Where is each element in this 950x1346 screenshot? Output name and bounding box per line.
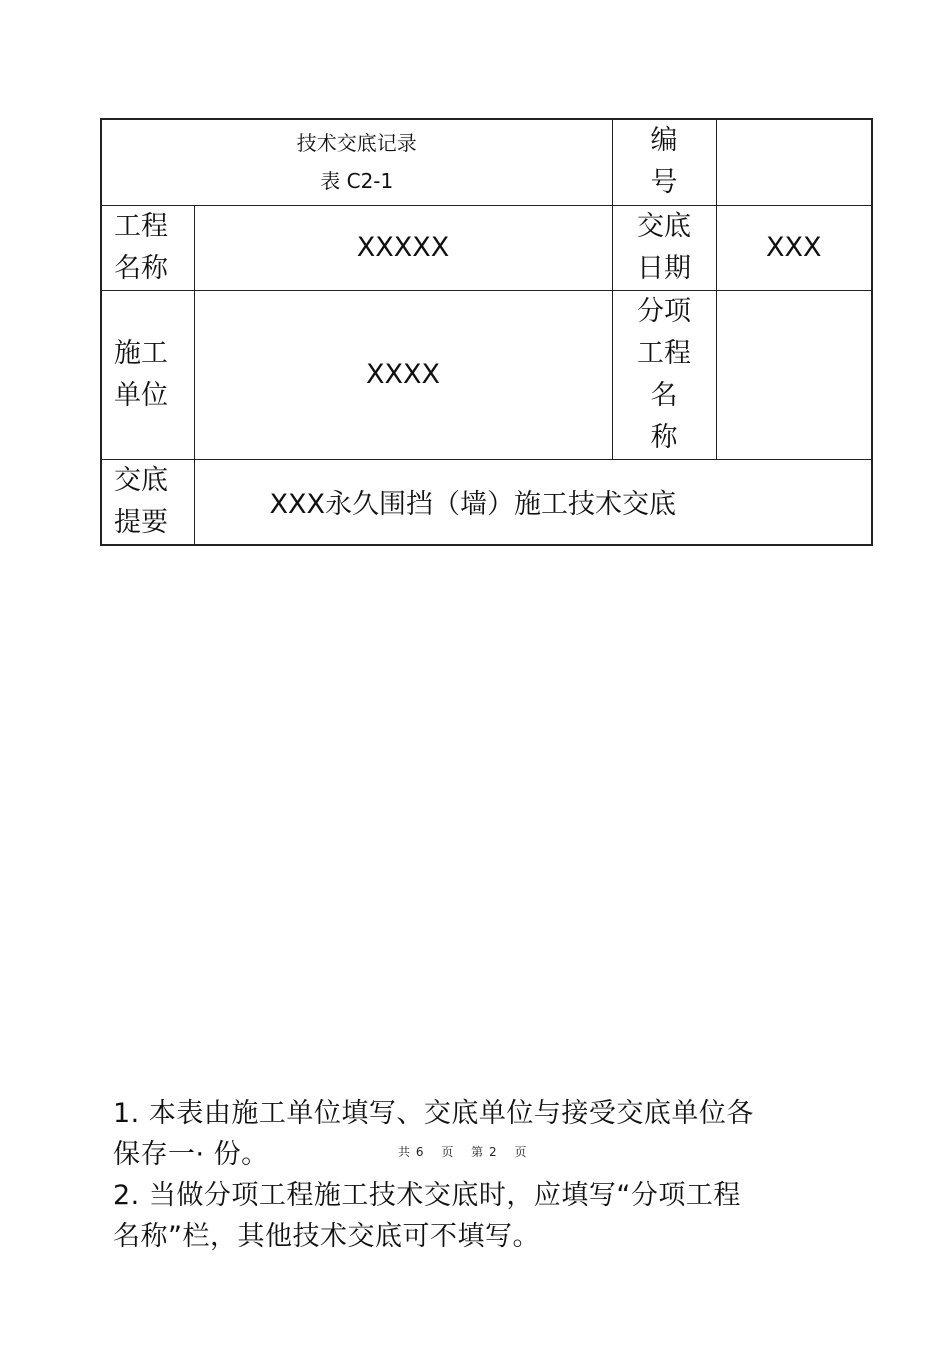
- summary-label: 交底 提要: [101, 459, 194, 545]
- note-line-3: 2. 当做分项工程施工技术交底时，应填写“分项工程: [113, 1180, 741, 1211]
- date-value[interactable]: XXX: [716, 205, 872, 290]
- page-total-prefix: 共: [398, 1145, 412, 1159]
- date-label: 交底 日期: [612, 205, 716, 290]
- contractor-label: 施工 单位: [101, 290, 194, 459]
- page-current-suffix: 页: [514, 1145, 528, 1159]
- contractor-value[interactable]: XXXX: [194, 290, 612, 459]
- number-label: 编 号: [612, 119, 716, 205]
- note-line-4: 名称”栏，其他技术交底可不填写。: [113, 1221, 540, 1252]
- number-value[interactable]: [716, 119, 872, 205]
- form-subtitle: 表 C2-1: [320, 169, 394, 194]
- project-name-value[interactable]: XXXXX: [194, 205, 612, 290]
- form-title: 技术交底记录: [296, 131, 417, 156]
- project-row: [101, 205, 872, 290]
- note-line-2: 保存一· 份。: [113, 1139, 269, 1170]
- technical-briefing-form: [100, 118, 873, 546]
- contractor-row: [101, 290, 872, 459]
- summary-row: [101, 459, 872, 545]
- form-notes: [113, 1093, 833, 1257]
- summary-value[interactable]: XXX永久围挡（墙）施工技术交底: [194, 459, 872, 545]
- page-total-suffix: 页: [441, 1145, 455, 1159]
- note-line-1: 1. 本表由施工单位填写、交底单位与接受交底单位各: [113, 1098, 754, 1129]
- page-current-prefix: 第: [471, 1145, 485, 1159]
- subitem-name-label: 分项 工程 名 称: [612, 290, 716, 459]
- page-counter: [398, 1143, 527, 1160]
- project-name-label: 工程 名称: [101, 205, 194, 290]
- page-total: 6: [415, 1145, 425, 1159]
- subitem-name-value[interactable]: [716, 290, 872, 459]
- form-title-cell: [101, 119, 612, 205]
- page-current: 2: [489, 1145, 498, 1159]
- form-header-row: [101, 119, 872, 205]
